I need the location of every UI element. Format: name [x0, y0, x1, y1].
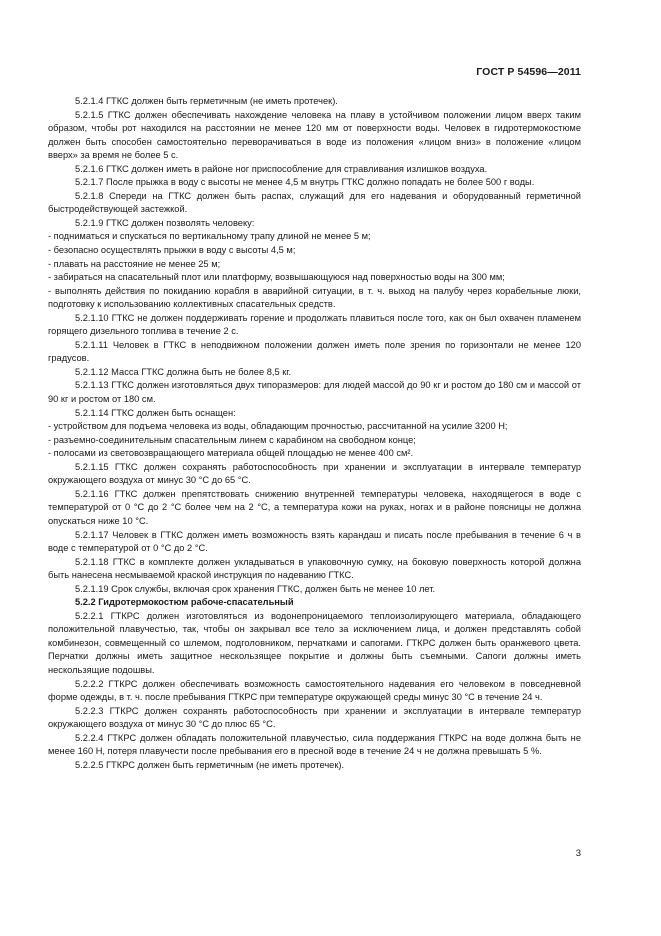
paragraph: 5.2.1.4 ГТКС должен быть герметичным (не иметь протечек). — [75, 96, 338, 106]
paragraph: 5.2.2.4 ГТКРС должен обладать положительной плавучестью, сила поддержания ГТКРС на воде должна быть не менее 160 Н, потеря плавучести после пребывания его в пресной воде в течение 24 ч не должна превышать 5 %. — [48, 732, 581, 757]
document-header: ГОСТ Р 54596—2011 — [476, 66, 581, 78]
paragraph: 5.2.1.18 ГТКС в комплекте должен укладываться в упаковочную сумку, на боковую поверхность которой должна быть нанесена несмываемой краской инструкция по надеванию ГТКС. — [48, 556, 581, 581]
paragraph: 5.2.2.3 ГТКРС должен сохранять работоспособность при хранении и эксплуатации в интервале температур окружающего воздуха от минус 30 °С до плюс 65 °С. — [48, 705, 581, 730]
page-number: 3 — [575, 848, 581, 859]
paragraph: - разъемно-соединительным спасательным линем с карабином на свободном конце; — [48, 434, 416, 445]
paragraph: 5.2.1.14 ГТКС должен быть оснащен: — [75, 407, 236, 418]
paragraph: 5.2.2.5 ГТКРС должен быть герметичным (не иметь протечек). — [75, 759, 345, 770]
paragraph: 5.2.1.10 ГТКС не должен поддерживать горение и продолжать плавиться после того, как он был охвачен пламенем горящего дизельного топлива в течение 2 с. — [48, 312, 581, 337]
paragraph: 5.2.1.5 ГТКС должен обеспечивать нахождение человека на плаву в устойчивом положении лицом вверх таким образом, чтобы рот находился на расстоянии не менее 120 мм от поверхности воды. Человек в гидротермокостюме должен быть способен самостоятельно переворачиваться в воде из положения «лицом вниз» в положение «лицом вверх» за время не более 5 с. — [48, 109, 581, 161]
paragraph: 5.2.1.8 Спереди на ГТКС должен быть распах, служащий для его надевания и оборудованный герметичной быстродействующей застежкой. — [48, 190, 581, 215]
paragraph: - плавать на расстояние не менее 25 м; — [48, 258, 221, 269]
paragraph: 5.2.1.15 ГТКС должен сохранять работоспособность при хранении и эксплуатации в интервале температур окружающего воздуха от минус 30 °С до 65 °С. — [48, 461, 581, 486]
paragraph: 5.2.1.11 Человек в ГТКС в неподвижном положении должен иметь поле зрения по горизонтали не менее 120 градусов. — [48, 339, 581, 364]
paragraph: - подниматься и спускаться по вертикальному трапу длиной не менее 5 м; — [48, 231, 371, 242]
paragraph: 5.2.2.1 ГТКРС должен изготовляться из водонепроницаемого теплоизолирующего материала, обладающего положительной плавучестью, так, чтобы он закрывал все тело за исключением лица, и должен представлять собой комбинезон, совмещенный со шлемом, подголовником, перчатками и сапогами. ГТКРС должен быть оранжевого цвета. Перчатки должны иметь защитное нескользящее покрытие и должны быть съемными. Сапоги должны иметь нескользящие подошвы. — [48, 610, 581, 675]
paragraph: 5.2.2.2 ГТКРС должен обеспечивать возможность самостоятельного надевания его человеком в повседневной форме одежды, в т. ч. после пребывания ГТКРС при температуре окружающей среды минус 30 °С в течение 24 ч. — [48, 678, 581, 703]
paragraph: 5.2.1.17 Человек в ГТКС должен иметь возможность взять карандаш и писать после пребывания в течение 6 ч в воде с температурой от 0 °С до 2 °С. — [48, 529, 581, 554]
paragraph: 5.2.1.19 Срок службы, включая срок хранения ГТКС, должен быть не менее 10 лет. — [75, 583, 436, 594]
section-heading: 5.2.2 Гидротермокостюм рабоче-спасательный — [75, 597, 294, 608]
paragraph: 5.2.1.12 Масса ГТКС должна быть не более 8,5 кг. — [75, 366, 292, 377]
paragraph: 5.2.1.16 ГТКС должен препятствовать снижению внутренней температуры человека, находящегося в воде с температурой от 0 °С до 2 °С более чем на 2 °С, а температура кожи на руках, ногах и в районе поясницы не должна опускаться ниже 10 °С. — [48, 488, 581, 526]
paragraph: - выполнять действия по покиданию корабля в аварийной ситуации, в т. ч. выход на палубу через корабельные люки, подготовку к использованию коллективных спасательных средств. — [48, 285, 581, 310]
paragraph: 5.2.1.7 После прыжка в воду с высоты не менее 4,5 м внутрь ГТКС должно попадать не более 500 г воды. — [75, 177, 535, 188]
paragraph: - устройством для подъема человека из воды, обладающим прочностью, рассчитанной на усилие 3200 Н; — [48, 421, 508, 432]
paragraph: - безопасно осуществлять прыжки в воду с высоты 4,5 м; — [48, 245, 296, 256]
document-body — [48, 95, 581, 772]
paragraph: - полосами из световозвращающего материала общей площадью не менее 400 см². — [48, 448, 414, 459]
paragraph: 5.2.1.13 ГТКС должен изготовляться двух типоразмеров: для людей массой до 90 кг и ростом до 180 см и массой от 90 кг и ростом от 180 см. — [48, 380, 581, 405]
paragraph: 5.2.1.6 ГТКС должен иметь в районе ног приспособление для стравливания излишков воздуха. — [75, 163, 488, 174]
paragraph: 5.2.1.9 ГТКС должен позволять человеку: — [75, 217, 255, 228]
paragraph: - забираться на спасательный плот или платформу, возвышающуюся над поверхностью воды на 300 мм; — [48, 272, 505, 283]
